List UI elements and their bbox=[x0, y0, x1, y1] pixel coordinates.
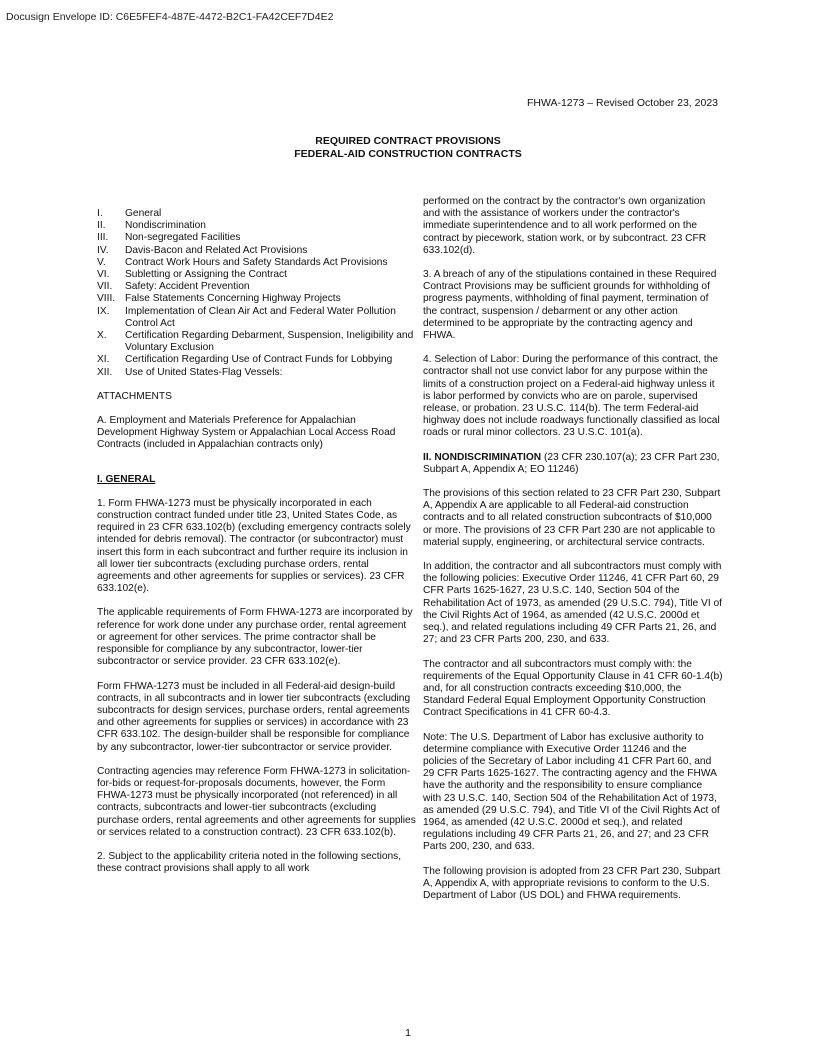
toc-num: VII. bbox=[97, 281, 113, 293]
general-paragraph: Contracting agencies may reference Form FHWA-1273 in solicitation-for-bids or request-for-proposals documents, however, the Form FHWA-1273 must be physically incorporated (not referenced) in all contracts, subcontracts and lower-tier subcontracts (excluding purchase orders, rental agreements and other agreements for supplies or services related to a construction contract). 23 CFR 633.102(b). bbox=[97, 765, 416, 838]
toc-num: IV. bbox=[97, 244, 109, 256]
toc-num: I. bbox=[97, 208, 103, 219]
attachments-heading: ATTACHMENTS bbox=[97, 390, 172, 402]
nondiscrimination-paragraph: Note: The U.S. Department of Labor has exclusive authority to determine compliance with Executive Order 11246 and the policies of the Secretary of Labor including 41 CFR Part 60, and 29 CFR Parts 1625-1627. The contracting agency and the FHWA have the authority and the responsibility to ensure compliance with 23 U.S.C. 140, Section 504 of the Rehabilitation Act of 1973, as amended (29 U.S.C. 794), and Title VI of the Civil Rights Act of 1964, as amended (42 U.S.C. 2000d et seq.), and related regulations including 49 CFR Parts 21, 26, and 27; and 23 CFR Parts 200, 230, and 633. bbox=[423, 731, 720, 853]
attachment-a: A. Employment and Materials Preference for Appalachian Development Highway System or Appalachian Local Access Road Contracts (included in Appalachian contracts only) bbox=[97, 415, 396, 451]
nondiscrimination-heading: II. NONDISCRIMINATION bbox=[423, 451, 542, 463]
toc-text: Certification Regarding Debarment, Suspension, Ineligibility and Voluntary Exclusion bbox=[125, 330, 414, 354]
toc-item bbox=[97, 367, 417, 379]
left-column bbox=[97, 196, 417, 887]
general-paragraph: 4. Selection of Labor: During the performance of this contract, the contractor shall not use convict labor for any purpose within the limits of a construction project on a Federal-aid highway unless it is labor performed by convicts who are on parole, supervised release, or probation. 23 U.S.C. 114(b). The term Federal-aid highway does not include roadways functionally classified as local roads or rural minor collectors. 23 U.S.C. 101(a). bbox=[423, 354, 720, 439]
toc-item bbox=[97, 208, 417, 220]
toc-text: Contract Work Hours and Safety Standards Act Provisions bbox=[125, 256, 388, 268]
toc-item bbox=[97, 220, 417, 232]
general-paragraph: Form FHWA-1273 must be included in all Federal-aid design-build contracts, in all subcontracts and in lower tier subcontracts (excluding subcontracts for design services, purchase orders, rental agreements and other agreements for supplies or services) in accordance with 23 CFR 633.102. The design-builder shall be responsible for compliance by any subcontractor, lower-tier subcontractor or service provider. bbox=[97, 680, 411, 753]
table-of-contents bbox=[97, 208, 417, 379]
toc-num: III. bbox=[97, 232, 109, 244]
toc-item bbox=[97, 281, 417, 293]
revision-label: FHWA-1273 – Revised October 23, 2023 bbox=[526, 97, 718, 109]
toc-item bbox=[97, 257, 417, 269]
nondiscrimination-paragraph: The contractor and all subcontractors must comply with: the requirements of the Equal Opportunity Clause in 41 CFR 60-1.4(b) and, for all construction contracts exceeding $10,000, the Standard Federal Equal Employment Opportunity Construction Contract Specifications in 41 CFR 60-4.3. bbox=[423, 658, 723, 719]
nondiscrimination-paragraph: The provisions of this section related to 23 CFR Part 230, Subpart A, Appendix A are applicable to all Federal-aid construction contracts and to all related construction subcontracts of $10,000 or more. The provisions of 23 CFR Part 230 are not applicable to material supply, engineering, or architectural service contracts. bbox=[423, 488, 721, 548]
general-paragraph: performed on the contract by the contractor's own organization and with the assistance of workers under the contractor's immediate superintendence and to all work performed on the contract by piecework, station work, or by subcontract. 23 CFR 633.102(d). bbox=[423, 196, 707, 256]
toc-text: Nondiscrimination bbox=[125, 220, 206, 232]
toc-num: VIII. bbox=[97, 293, 116, 305]
toc-item bbox=[97, 232, 417, 244]
toc-text: Davis-Bacon and Related Act Provisions bbox=[125, 244, 308, 256]
toc-item bbox=[97, 293, 417, 305]
toc-text: Non-segregated Facilities bbox=[125, 232, 241, 244]
general-paragraph: The applicable requirements of Form FHWA-1273 are incorporated by reference for work done under any purchase order, rental agreement or agreement for other services. The prime contractor shall be responsible for compliance by any subcontractor, lower-tier subcontractor or service provider. 23 CFR 633.102(e). bbox=[97, 607, 413, 668]
toc-num: XI. bbox=[97, 354, 110, 366]
toc-text: General bbox=[125, 208, 162, 219]
general-paragraph: 3. A breach of any of the stipulations contained in these Required Contract Provisions may be sufficient grounds for withholding of progress payments, withholding of final payment, termination of the contract, suspension / debarment or any other action determined to be appropriate by the contracting agency and FHWA. bbox=[423, 269, 717, 342]
nondiscrimination-citation: (23 CFR 230.107(a); 23 CFR Part 230, Subpart A, Appendix A; EO 11246) bbox=[423, 451, 720, 475]
page-number: 1 bbox=[405, 1027, 411, 1039]
nondiscrimination-heading-line bbox=[423, 452, 723, 476]
toc-item bbox=[97, 306, 417, 330]
toc-text: Implementation of Clean Air Act and Federal Water Pollution Control Act bbox=[125, 305, 396, 329]
toc-text: False Statements Concerning Highway Projects bbox=[125, 293, 341, 305]
toc-item bbox=[97, 245, 417, 257]
toc-num: XII. bbox=[97, 366, 113, 378]
envelope-id: Docusign Envelope ID: C6E5FEF4-487E-4472-B2C1-FA42CEF7D4E2 bbox=[6, 11, 334, 23]
toc-num: VI. bbox=[97, 269, 110, 281]
general-paragraph: 2. Subject to the applicability criteria noted in the following sections, these contract provisions shall apply to all work bbox=[97, 850, 402, 875]
toc-text: Subletting or Assigning the Contract bbox=[125, 269, 287, 281]
toc-num: X. bbox=[97, 330, 107, 342]
toc-text: Safety: Accident Prevention bbox=[125, 281, 250, 293]
general-paragraph: 1. Form FHWA-1273 must be physically incorporated in each construction contract funded under title 23, United States Code, as required in 23 CFR 633.102(b) (excluding emergency contracts solely intended for debris removal). The contractor (or subcontractor) must insert this form in each subcontract and further require its inclusion in all lower tier subcontracts (excluding purchase orders, rental agreements and other agreements for supplies or services). 23 CFR 633.102(e). bbox=[97, 497, 411, 595]
general-heading: I. GENERAL bbox=[97, 473, 156, 485]
toc-text: Certification Regarding Use of Contract Funds for Lobbying bbox=[125, 354, 393, 366]
toc-num: IX. bbox=[97, 305, 110, 317]
toc-text: Use of United States-Flag Vessels: bbox=[125, 366, 283, 378]
title-line-2: FEDERAL-AID CONSTRUCTION CONTRACTS bbox=[294, 148, 522, 160]
toc-item bbox=[97, 269, 417, 281]
nondiscrimination-paragraph: The following provision is adopted from 23 CFR Part 230, Subpart A, Appendix A, with appropriate revisions to conform to the U.S. Department of Labor (US DOL) and FHWA requirements. bbox=[423, 865, 721, 901]
right-column bbox=[423, 196, 723, 914]
toc-item bbox=[97, 330, 417, 354]
document-title bbox=[0, 135, 816, 161]
toc-num: II. bbox=[97, 220, 106, 232]
nondiscrimination-paragraph: In addition, the contractor and all subcontractors must comply with the following policies: Executive Order 11246, 41 CFR Part 60, 29 CFR Parts 1625-1627, 23 U.S.C. 140, Section 504 of the Rehabilitation Act of 1973, as amended (29 U.S.C. 794), Title VI of the Civil Rights Act of 1964, as amended (42 U.S.C. 2000d et seq.), and related regulations including 49 CFR Parts 21, 26, and 27; and 23 CFR Parts 200, 230, and 633. bbox=[423, 561, 723, 646]
toc-num: V. bbox=[97, 256, 106, 268]
title-line-1: REQUIRED CONTRACT PROVISIONS bbox=[315, 135, 501, 147]
toc-item bbox=[97, 354, 417, 366]
